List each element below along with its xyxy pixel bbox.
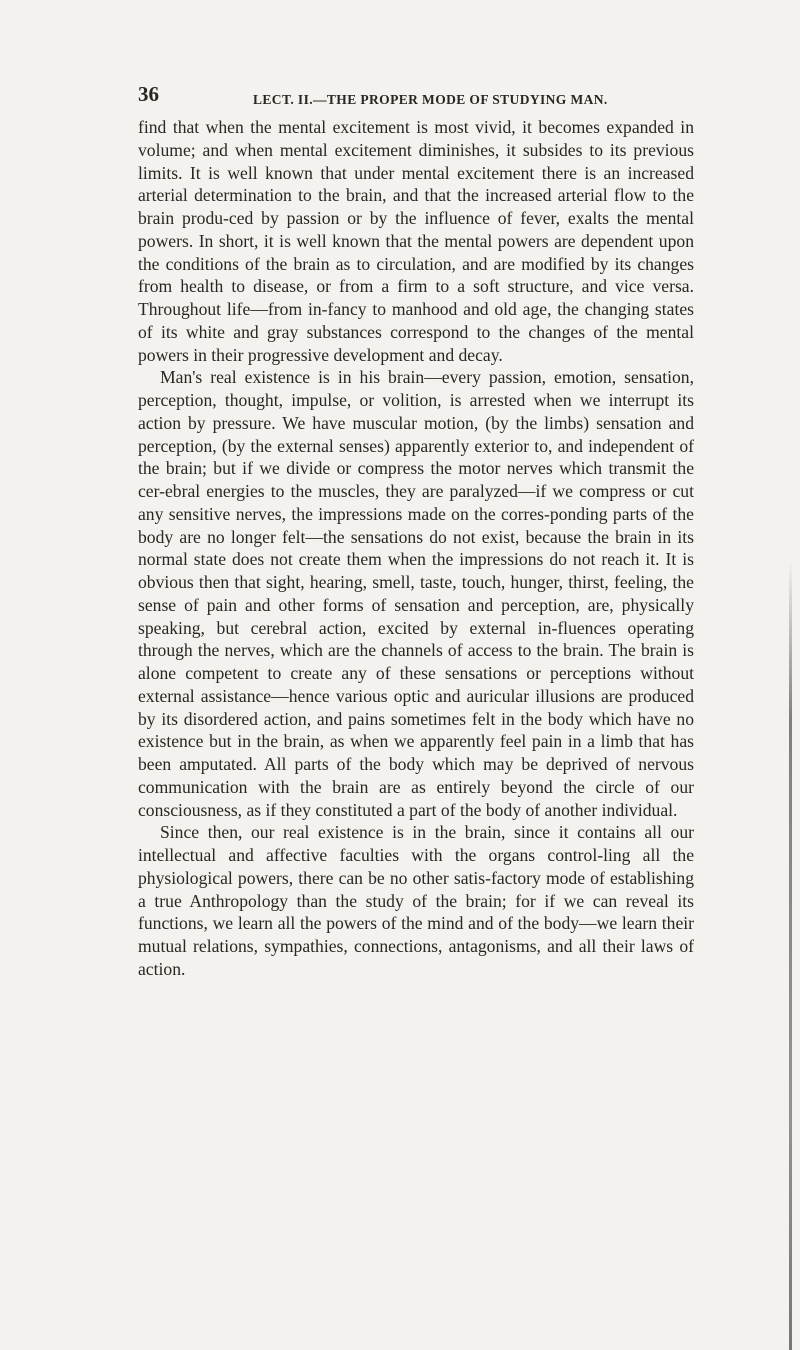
- page-header: [138, 82, 698, 110]
- paragraph-1: find that when the mental excitement is most vivid, it becomes expanded in volume; and when mental excitement diminishes, it subsides to its previous limits. It is well known that under mental excitement there is an increased arterial determination to the brain, and that the increased arterial flow to the brain produ-ced by passion or by the influence of fever, exalts the mental powers. In short, it is well known that the mental powers are dependent upon the conditions of the brain as to circulation, and are modified by its changes from health to disease, or from a firm to a soft structure, and vice versa. Throughout life—from in-fancy to manhood and old age, the changing states of its white and gray substances correspond to the changes of the mental powers in their progressive development and decay.: [138, 117, 694, 365]
- paragraph-3: Since then, our real existence is in the brain, since it contains all our intellectual and affective faculties with the organs control-ling all the physiological powers, there can be no other satis-factory mode of establishing a true Anthropology than the study of the brain; for if we can reveal its functions, we learn all the powers of the mind and of the body—we learn their mutual relations, sympathies, connections, antagonisms, and all their laws of action.: [138, 822, 694, 979]
- paragraph-2: Man's real existence is in his brain—every passion, emotion, sensation, perception, thought, impulse, or volition, is arrested when we interrupt its action by pressure. We have muscular motion, (by the limbs) sensation and perception, (by the external senses) apparently exterior to, and independent of the brain; but if we divide or compress the motor nerves which transmit the cer-ebral energies to the muscles, they are paralyzed—if we compress or cut any sensitive nerves, the impressions made on the corres-ponding parts of the body are no longer felt—the sensations do not exist, because the brain in its normal state does not create them when the impressions do not reach it. It is obvious then that sight, hearing, smell, taste, touch, hunger, thirst, feeling, the sense of pain and other forms of sensation and perception, are, physically speaking, but cerebral action, excited by external in-fluences operating through the nerves, which are the channels of access to the brain. The brain is alone competent to create any of these sensations or perceptions without external assistance—hence various optic and auricular illusions are produced by its disordered action, and pains sometimes felt in the body which have no existence but in the brain, as when we apparently feel pain in a limb that has been amputated. All parts of the body which may be deprived of nervous communication with the brain are as entirely beyond the circle of our consciousness, as if they constituted a part of the body of another individual.: [138, 367, 694, 820]
- running-head: LECT. II.—THE PROPER MODE OF STUDYING MAN.: [253, 92, 608, 107]
- body-text: [138, 116, 694, 981]
- page-edge-shadow: [789, 560, 792, 1350]
- page-number: 36: [138, 82, 159, 106]
